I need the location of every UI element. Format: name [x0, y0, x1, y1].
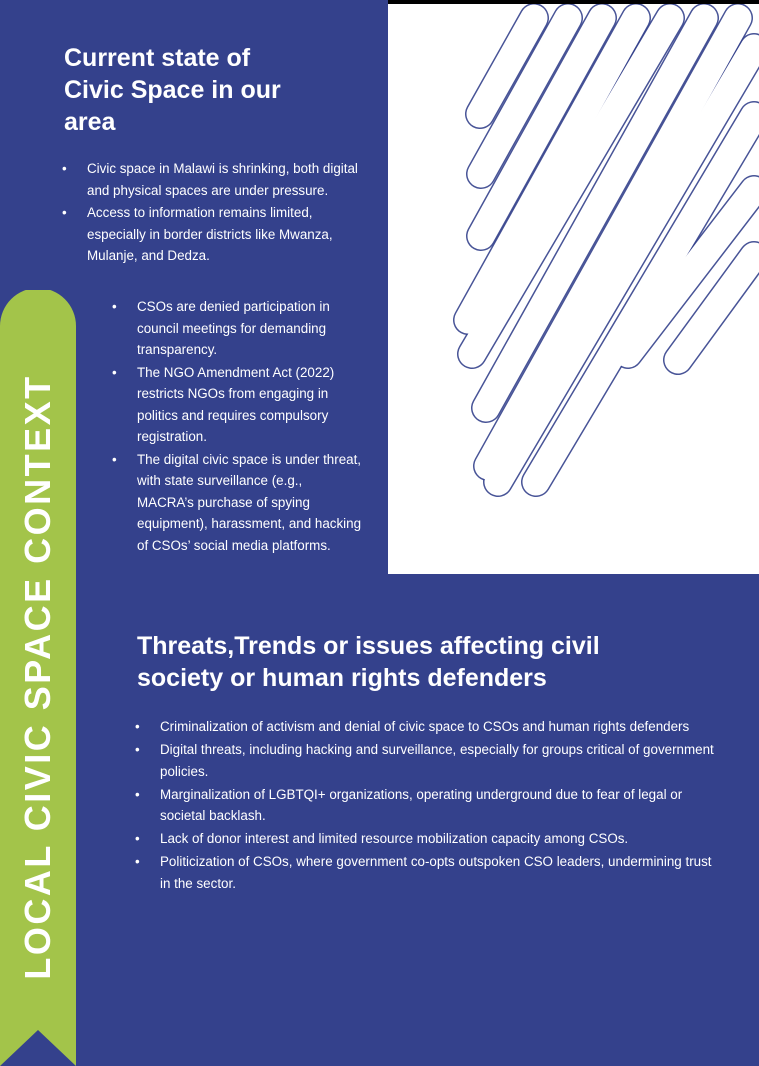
side-banner-label: LOCAL CIVIC SPACE CONTEXT	[17, 374, 58, 980]
stripe-photo-panel	[388, 4, 759, 574]
title-line: area	[64, 108, 116, 136]
civic-space-sub-bullets	[112, 296, 362, 557]
section-title-threats	[137, 630, 737, 694]
list-item: • Criminalization of activism and denial of civic space to CSOs and human rights defenders	[135, 716, 715, 738]
list-item: • Civic space in Malawi is shrinking, both digital and physical spaces are under pressure.	[62, 158, 362, 201]
list-item: • Access to information remains limited, especially in border districts like Mwanza, Mulanje, and Dedza.	[62, 202, 362, 267]
list-item: • Marginalization of LGBTQI+ organizations, operating underground due to fear of legal or societal backlash.	[135, 784, 715, 827]
title-line: society or human rights defenders	[137, 664, 547, 692]
diagonal-stripes-graphic	[388, 4, 759, 574]
list-item: • Digital threats, including hacking and surveillance, especially for groups critical of government policies.	[135, 739, 715, 782]
title-line: Threats,Trends or issues affecting civil	[137, 632, 600, 660]
title-line: Civic Space in our	[64, 76, 281, 104]
list-item: • Politicization of CSOs, where government co-opts outspoken CSO leaders, undermining trust in the sector.	[135, 851, 715, 894]
title-line: Current state of	[64, 44, 251, 72]
list-item: • CSOs are denied participation in council meetings for demanding transparency.	[112, 296, 362, 361]
stripes-group	[388, 4, 759, 574]
list-item: • Lack of donor interest and limited resource mobilization capacity among CSOs.	[135, 828, 715, 850]
civic-space-bullets	[62, 158, 362, 268]
list-item: • The NGO Amendment Act (2022) restricts NGOs from engaging in politics and requires compulsory registration.	[112, 362, 362, 448]
list-item: • The digital civic space is under threat, with state surveillance (e.g., MACRA’s purchase of spying equipment), harassment, and hacking of CSOs’ social media platforms.	[112, 449, 362, 557]
section-title-current-state	[64, 42, 364, 138]
threats-bullets	[135, 716, 715, 896]
